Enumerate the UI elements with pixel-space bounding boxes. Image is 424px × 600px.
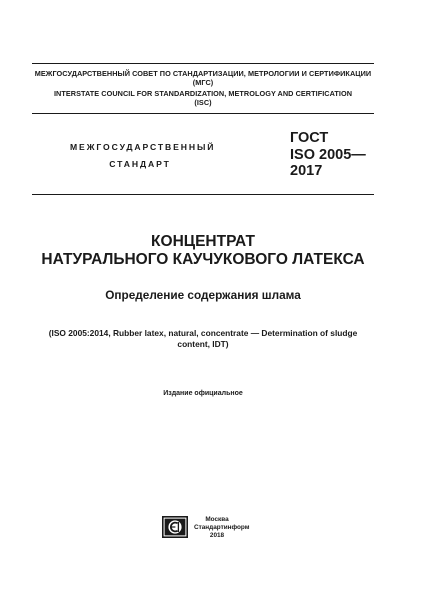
council-name-ru-line1: МЕЖГОСУДАРСТВЕННЫЙ СОВЕТ ПО СТАНДАРТИЗАЦИИ, МЕТРОЛОГИИ И СЕРТИФИКАЦИИ bbox=[34, 69, 372, 78]
council-name-en-abbreviation: (ISC) bbox=[194, 98, 212, 107]
designation-line3: 2017 bbox=[290, 163, 323, 179]
document-subtitle: Определение содержания шлама bbox=[105, 288, 301, 302]
iso-reference-line1: (ISO 2005:2014, Rubber latex, natural, concentrate — Determination of sludge bbox=[48, 328, 358, 338]
iso-reference-line2: content, IDT) bbox=[177, 339, 229, 349]
publisher-block bbox=[194, 516, 250, 539]
document-title bbox=[32, 233, 374, 269]
designation-line2: ISO 2005— bbox=[290, 146, 366, 163]
top-rule bbox=[32, 63, 374, 64]
interstate-label-line1: МЕЖГОСУДАРСТВЕННЫЙ bbox=[70, 142, 216, 152]
iso-reference bbox=[32, 328, 374, 350]
council-rule bbox=[32, 113, 374, 114]
council-name-english bbox=[32, 89, 374, 107]
council-name-ru-abbreviation: (МГС) bbox=[192, 78, 214, 87]
title-line1: КОНЦЕНТРАТ bbox=[151, 233, 255, 250]
official-edition-label: Издание официальное bbox=[163, 390, 243, 397]
title-line2: НАТУРАЛЬНОГО КАУЧУКОВОГО ЛАТЕКСА bbox=[41, 251, 365, 268]
header-rule bbox=[32, 194, 374, 195]
standard-designation bbox=[290, 130, 380, 180]
interstate-standard-label bbox=[70, 139, 216, 173]
publisher-city: Москва bbox=[205, 516, 229, 523]
standartinform-logo-icon bbox=[162, 516, 188, 538]
council-name-en-line1: INTERSTATE COUNCIL FOR STANDARDIZATION, METROLOGY AND CERTIFICATION bbox=[53, 89, 353, 98]
publisher-name: Стандартинформ bbox=[194, 523, 250, 531]
designation-line1: ГОСТ bbox=[290, 130, 329, 146]
interstate-label-line2: СТАНДАРТ bbox=[109, 159, 171, 169]
council-name-russian bbox=[32, 69, 374, 87]
publication-year: 2018 bbox=[209, 531, 225, 539]
